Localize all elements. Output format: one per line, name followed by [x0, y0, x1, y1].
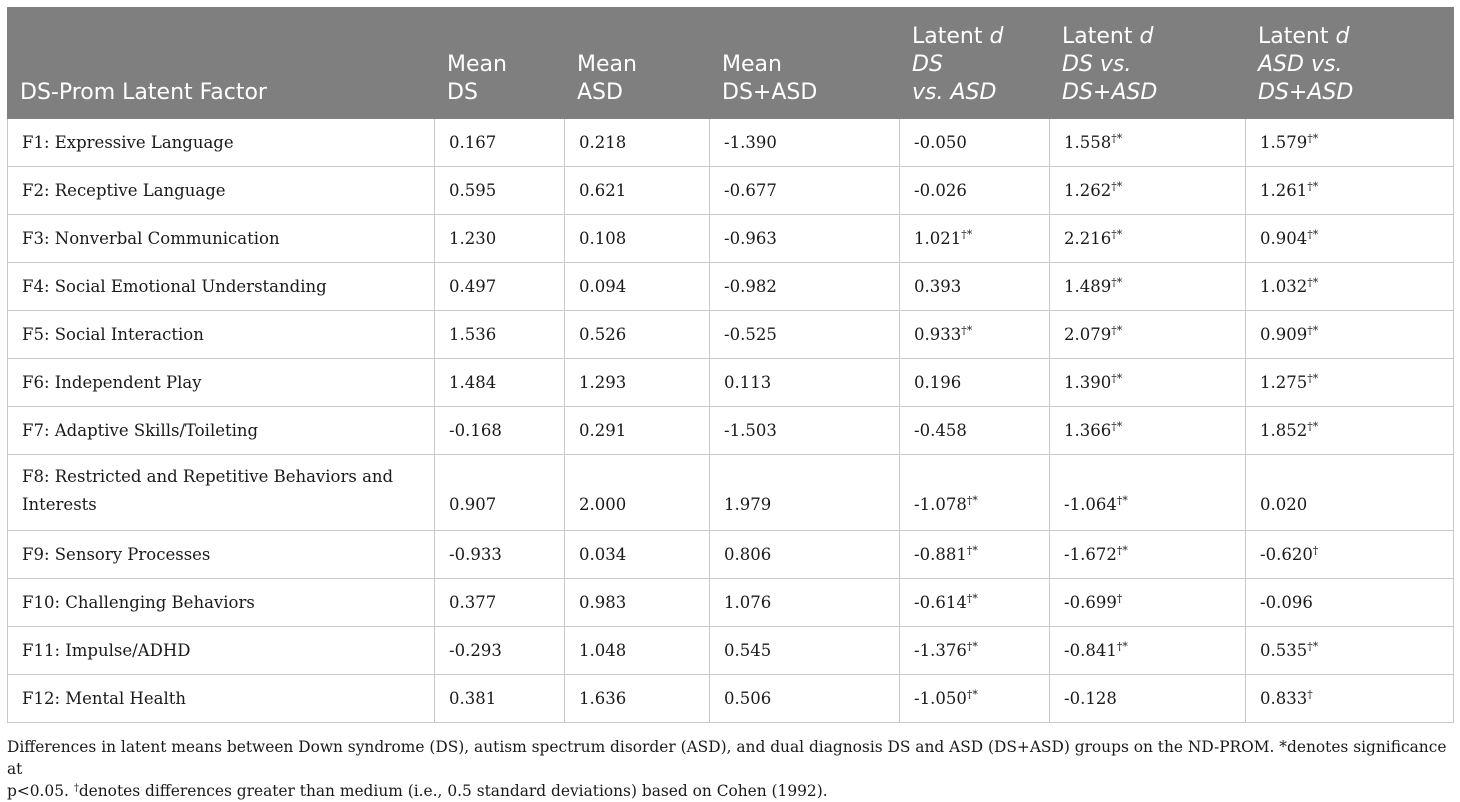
value-cell — [435, 675, 565, 723]
cell-value: 1.293 — [579, 373, 627, 392]
table-row — [8, 675, 1454, 723]
header-text: Latent — [912, 24, 990, 49]
significance-marker: †* — [966, 592, 978, 605]
table-row — [8, 359, 1454, 407]
header-mean-asd — [565, 8, 710, 119]
cell-value: -0.128 — [1064, 689, 1117, 708]
value-cell — [1050, 359, 1246, 407]
cell-value: 0.034 — [579, 545, 627, 564]
cell-value: 0.020 — [1260, 495, 1308, 514]
header-mean-ds-asd — [710, 8, 900, 119]
cell-value: -0.933 — [449, 545, 502, 564]
header-text: Mean — [447, 52, 507, 77]
cell-value: 0.983 — [579, 593, 627, 612]
cell-value: 1.579 — [1260, 133, 1308, 152]
value-cell — [900, 407, 1050, 455]
significance-marker: †* — [1307, 324, 1319, 337]
value-cell — [435, 531, 565, 579]
cell-value: 1.048 — [579, 641, 627, 660]
factor-cell: F9: Sensory Processes — [8, 531, 435, 579]
value-cell — [1246, 311, 1454, 359]
cell-value: 0.196 — [914, 373, 962, 392]
table-row — [8, 119, 1454, 167]
cell-value: 0.621 — [579, 181, 627, 200]
value-cell — [1050, 407, 1246, 455]
table-footnote — [7, 736, 1455, 802]
value-cell — [900, 531, 1050, 579]
cell-value: -0.614 — [914, 593, 967, 612]
cell-value: 0.094 — [579, 277, 627, 296]
significance-marker: †* — [1111, 180, 1123, 193]
cell-value: 1.484 — [449, 373, 497, 392]
header-text: d — [989, 24, 1004, 49]
cell-value: 1.558 — [1064, 133, 1112, 152]
cell-value: 1.275 — [1260, 373, 1308, 392]
significance-marker: † — [1116, 592, 1123, 605]
significance-marker: †* — [1116, 640, 1128, 653]
header-text: Latent — [1062, 24, 1140, 49]
value-cell — [1050, 119, 1246, 167]
table-row — [8, 455, 1454, 531]
cell-value: -0.963 — [724, 229, 777, 248]
significance-marker: †* — [1307, 180, 1319, 193]
cell-value: -0.458 — [914, 421, 967, 440]
factor-cell: F11: Impulse/ADHD — [8, 627, 435, 675]
value-cell — [710, 263, 900, 311]
cell-value: 1.366 — [1064, 421, 1112, 440]
cell-value: 1.852 — [1260, 421, 1308, 440]
value-cell — [710, 579, 900, 627]
value-cell — [435, 455, 565, 531]
cell-value: -0.699 — [1064, 593, 1117, 612]
significance-marker: †* — [1307, 228, 1319, 241]
cell-value: -1.376 — [914, 641, 967, 660]
significance-marker: †* — [1307, 420, 1319, 433]
header-text: DS vs. — [1062, 52, 1132, 77]
header-latent-d-ds-vs-asd — [900, 8, 1050, 119]
cell-value: 0.806 — [724, 545, 772, 564]
cell-value: 1.021 — [914, 229, 962, 248]
header-factor — [8, 8, 435, 119]
cell-value: 0.167 — [449, 133, 497, 152]
significance-marker: †* — [966, 494, 978, 507]
cell-value: 0.377 — [449, 593, 497, 612]
value-cell — [1246, 675, 1454, 723]
footnote-dagger: † — [73, 783, 79, 794]
significance-marker: †* — [961, 324, 973, 337]
header-text: ASD — [577, 80, 623, 105]
results-table — [7, 7, 1454, 723]
cell-value: -0.881 — [914, 545, 967, 564]
value-cell — [435, 263, 565, 311]
value-cell — [900, 627, 1050, 675]
value-cell — [1246, 167, 1454, 215]
cell-value: 0.526 — [579, 325, 627, 344]
cell-value: 1.489 — [1064, 277, 1112, 296]
table-row — [8, 263, 1454, 311]
value-cell — [565, 407, 710, 455]
significance-marker: † — [1307, 688, 1313, 701]
cell-value: -1.390 — [724, 133, 777, 152]
cell-value: 1.390 — [1064, 373, 1112, 392]
value-cell — [710, 407, 900, 455]
cell-value: 0.907 — [449, 495, 497, 514]
value-cell — [565, 675, 710, 723]
header-text: d — [1139, 24, 1154, 49]
value-cell — [900, 675, 1050, 723]
value-cell — [1246, 215, 1454, 263]
value-cell — [1246, 119, 1454, 167]
value-cell — [900, 455, 1050, 531]
significance-marker: †* — [1111, 324, 1123, 337]
value-cell — [1050, 311, 1246, 359]
value-cell — [435, 167, 565, 215]
value-cell — [710, 359, 900, 407]
cell-value: 2.000 — [579, 495, 627, 514]
cell-value: 0.545 — [724, 641, 772, 660]
value-cell — [710, 167, 900, 215]
value-cell — [1246, 455, 1454, 531]
value-cell — [1246, 627, 1454, 675]
header-text: DS — [912, 52, 943, 77]
header-text: vs. ASD — [912, 80, 997, 105]
cell-value: -0.525 — [724, 325, 777, 344]
cell-value: -0.050 — [914, 133, 967, 152]
cell-value: 1.261 — [1260, 181, 1308, 200]
factor-cell: F2: Receptive Language — [8, 167, 435, 215]
header-text: Latent — [1258, 24, 1336, 49]
value-cell — [900, 579, 1050, 627]
footnote-line1: Differences in latent means between Down syndrome (DS), autism spectrum disorder (ASD), and dual diagnosis DS and ASD (DS+ASD) groups on the ND-PROM. *denotes significance at — [7, 738, 1447, 778]
cell-value: 1.979 — [724, 495, 772, 514]
factor-cell: F5: Social Interaction — [8, 311, 435, 359]
value-cell — [1246, 579, 1454, 627]
cell-value: 1.076 — [724, 593, 772, 612]
significance-marker: †* — [1116, 494, 1128, 507]
factor-cell: F3: Nonverbal Communication — [8, 215, 435, 263]
factor-cell: F12: Mental Health — [8, 675, 435, 723]
cell-value: 0.291 — [579, 421, 627, 440]
cell-value: -0.168 — [449, 421, 502, 440]
cell-value: 0.113 — [724, 373, 772, 392]
factor-cell: F6: Independent Play — [8, 359, 435, 407]
cell-value: 1.230 — [449, 229, 497, 248]
footnote-line2-end: denotes differences greater than medium (i.e., 0.5 standard deviations) based on Cohen (1992). — [78, 782, 828, 800]
value-cell — [565, 167, 710, 215]
value-cell — [565, 311, 710, 359]
value-cell — [1050, 579, 1246, 627]
header-text: d — [1335, 24, 1350, 49]
cell-value: -0.026 — [914, 181, 967, 200]
significance-marker: †* — [1111, 276, 1123, 289]
significance-marker: †* — [961, 228, 973, 241]
table-row — [8, 531, 1454, 579]
value-cell — [900, 263, 1050, 311]
value-cell — [565, 627, 710, 675]
cell-value: 1.262 — [1064, 181, 1112, 200]
value-cell — [710, 627, 900, 675]
header-text: DS — [447, 80, 478, 105]
header-text: Mean — [577, 52, 637, 77]
value-cell — [710, 531, 900, 579]
factor-cell: F7: Adaptive Skills/Toileting — [8, 407, 435, 455]
value-cell — [565, 531, 710, 579]
cell-value: 0.218 — [579, 133, 627, 152]
cell-value: 0.506 — [724, 689, 772, 708]
header-text: Mean — [722, 52, 782, 77]
value-cell — [1050, 215, 1246, 263]
cell-value: 0.933 — [914, 325, 962, 344]
significance-marker: †* — [1307, 132, 1319, 145]
value-cell — [565, 263, 710, 311]
value-cell — [565, 359, 710, 407]
cell-value: -0.677 — [724, 181, 777, 200]
value-cell — [565, 455, 710, 531]
value-cell — [710, 119, 900, 167]
value-cell — [1246, 359, 1454, 407]
value-cell — [1050, 167, 1246, 215]
value-cell — [710, 215, 900, 263]
significance-marker: †* — [1307, 640, 1319, 653]
significance-marker: † — [1312, 544, 1319, 557]
header-mean-ds — [435, 8, 565, 119]
header-latent-d-ds-vs-dsasd — [1050, 8, 1246, 119]
value-cell — [710, 675, 900, 723]
value-cell — [435, 359, 565, 407]
cell-value: 0.595 — [449, 181, 497, 200]
cell-value: 2.216 — [1064, 229, 1112, 248]
cell-value: -0.841 — [1064, 641, 1117, 660]
significance-marker: †* — [966, 640, 978, 653]
table-row — [8, 167, 1454, 215]
factor-cell: F1: Expressive Language — [8, 119, 435, 167]
cell-value: -1.503 — [724, 421, 777, 440]
value-cell — [435, 579, 565, 627]
cell-value: 0.393 — [914, 277, 962, 296]
value-cell — [565, 119, 710, 167]
table-row — [8, 627, 1454, 675]
header-text: DS+ASD — [1258, 80, 1354, 105]
value-cell — [1050, 531, 1246, 579]
table-body — [8, 119, 1454, 723]
cell-value: 0.497 — [449, 277, 497, 296]
cell-value: 0.833 — [1260, 689, 1308, 708]
cell-value: 1.536 — [449, 325, 497, 344]
table-row — [8, 579, 1454, 627]
cell-value: -1.672 — [1064, 545, 1117, 564]
significance-marker: †* — [966, 544, 978, 557]
value-cell — [1050, 675, 1246, 723]
cell-value: -1.050 — [914, 689, 967, 708]
value-cell — [435, 119, 565, 167]
cell-value: -0.293 — [449, 641, 502, 660]
value-cell — [435, 627, 565, 675]
value-cell — [435, 407, 565, 455]
cell-value: -1.078 — [914, 495, 967, 514]
table-header-row — [8, 8, 1454, 119]
cell-value: 0.909 — [1260, 325, 1308, 344]
value-cell — [900, 359, 1050, 407]
factor-cell: F10: Challenging Behaviors — [8, 579, 435, 627]
cell-value: 0.535 — [1260, 641, 1308, 660]
cell-value: -0.620 — [1260, 545, 1313, 564]
header-text: DS+ASD — [1062, 80, 1158, 105]
value-cell — [1246, 263, 1454, 311]
significance-marker: †* — [1307, 372, 1319, 385]
significance-marker: †* — [1111, 420, 1123, 433]
value-cell — [1246, 407, 1454, 455]
significance-marker: †* — [1116, 544, 1128, 557]
header-text: DS+ASD — [722, 80, 818, 105]
header-text: ASD vs. — [1258, 52, 1343, 77]
value-cell — [565, 215, 710, 263]
footnote-line2-start: p<0.05. — [7, 782, 74, 800]
cell-value: -0.982 — [724, 277, 777, 296]
table-row — [8, 311, 1454, 359]
value-cell — [710, 311, 900, 359]
header-text: DS-Prom Latent Factor — [20, 80, 267, 105]
table-row — [8, 215, 1454, 263]
value-cell — [565, 579, 710, 627]
factor-cell: F4: Social Emotional Understanding — [8, 263, 435, 311]
cell-value: 2.079 — [1064, 325, 1112, 344]
cell-value: 1.032 — [1260, 277, 1308, 296]
value-cell — [900, 119, 1050, 167]
cell-value: 0.381 — [449, 689, 497, 708]
value-cell — [435, 215, 565, 263]
cell-value: 1.636 — [579, 689, 627, 708]
significance-marker: †* — [1111, 372, 1123, 385]
value-cell — [1050, 627, 1246, 675]
value-cell — [1050, 263, 1246, 311]
significance-marker: †* — [1111, 132, 1123, 145]
value-cell — [435, 311, 565, 359]
significance-marker: †* — [966, 688, 978, 701]
header-latent-d-asd-vs-dsasd — [1246, 8, 1454, 119]
cell-value: 0.108 — [579, 229, 627, 248]
cell-value: 0.904 — [1260, 229, 1308, 248]
factor-cell: F8: Restricted and Repetitive Behaviors and Interests — [8, 455, 435, 531]
value-cell — [900, 167, 1050, 215]
value-cell — [1246, 531, 1454, 579]
significance-marker: †* — [1307, 276, 1319, 289]
value-cell — [900, 215, 1050, 263]
table-row — [8, 407, 1454, 455]
cell-value: -1.064 — [1064, 495, 1117, 514]
value-cell — [900, 311, 1050, 359]
cell-value: -0.096 — [1260, 593, 1313, 612]
significance-marker: †* — [1111, 228, 1123, 241]
value-cell — [1050, 455, 1246, 531]
value-cell — [710, 455, 900, 531]
